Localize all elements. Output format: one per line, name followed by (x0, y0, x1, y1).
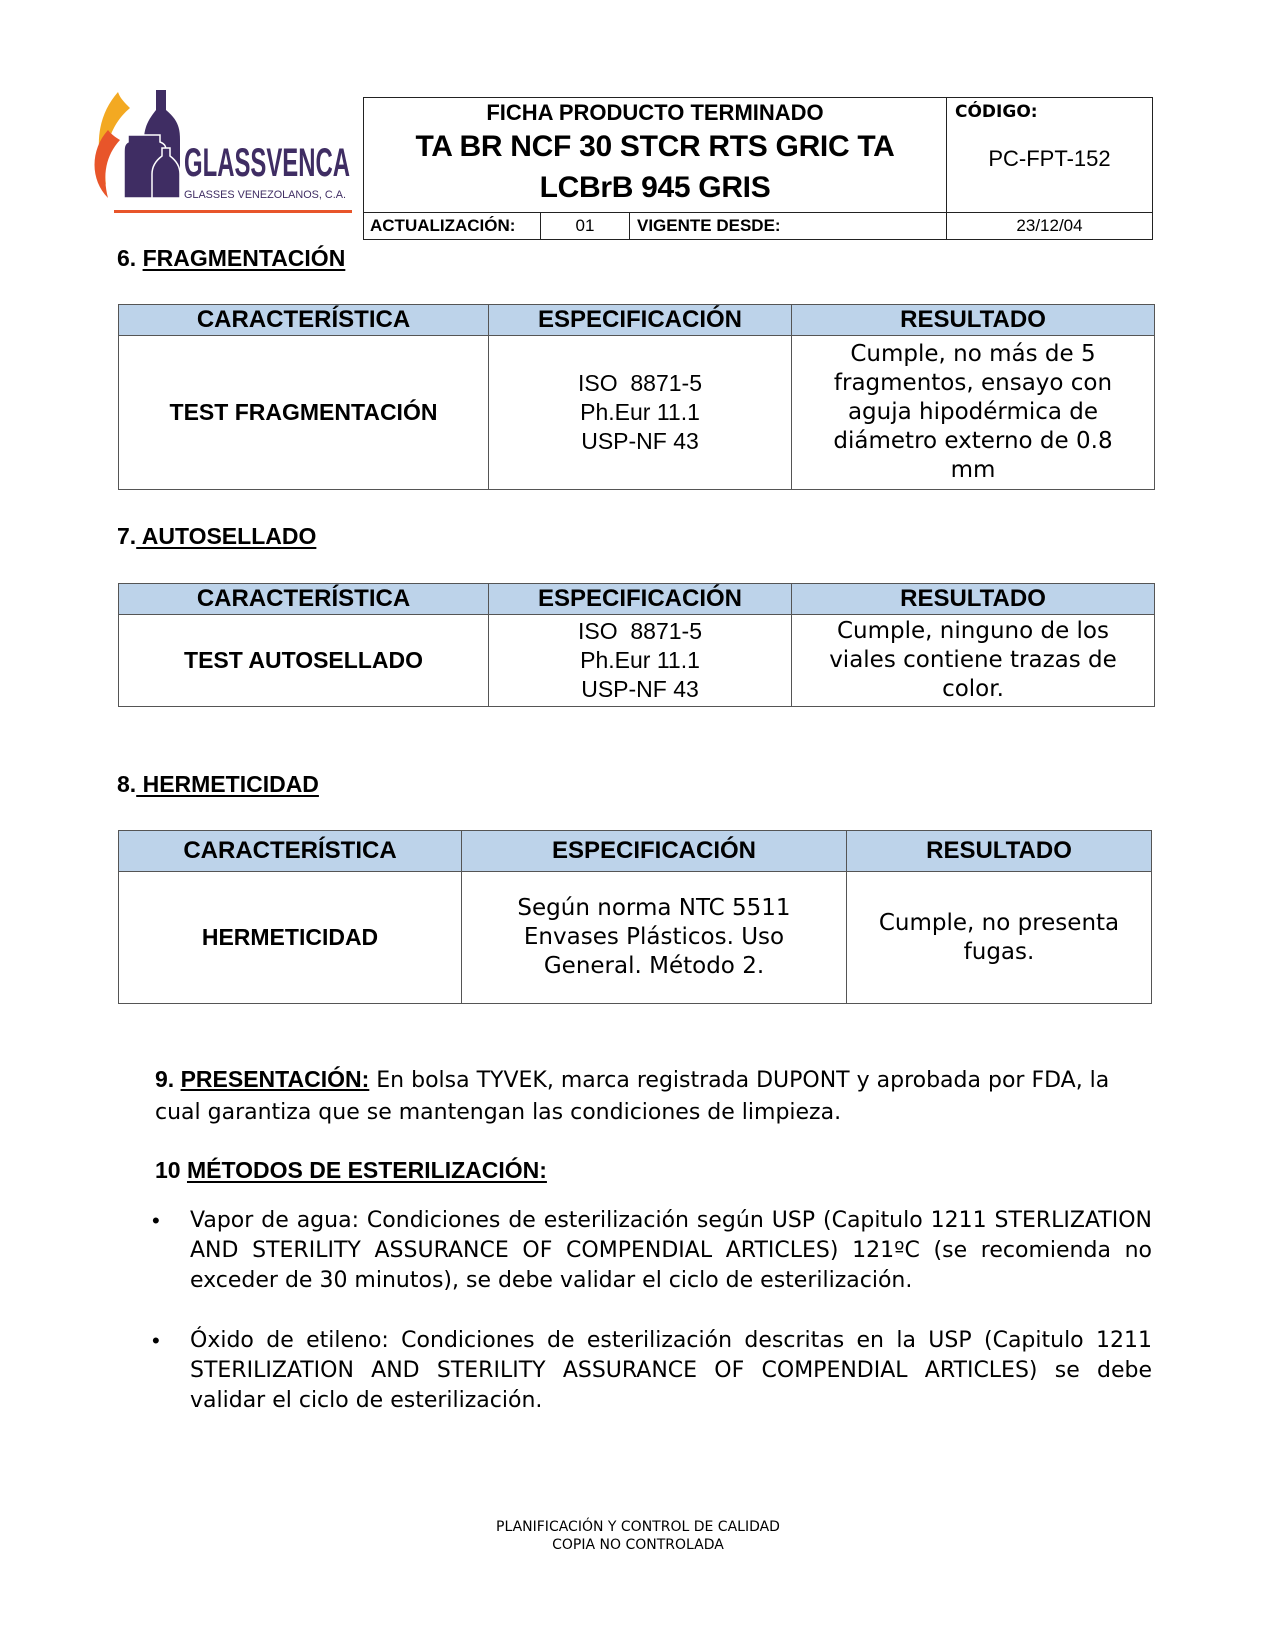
resultado-cell: Cumple, no presenta fugas. (847, 872, 1152, 1004)
spec-line: USP-NF 43 (581, 676, 699, 702)
char-prefix: TEST (184, 647, 243, 673)
list-item (152, 1206, 1152, 1296)
autosellado-table (118, 583, 1155, 707)
table-header-row (119, 584, 1155, 615)
valid-value: 23/12/04 (1016, 216, 1083, 235)
code-label: CÓDIGO: (955, 102, 1038, 122)
code-box (947, 98, 1152, 212)
col-especificacion: ESPECIFICACIÓN (489, 584, 792, 615)
resultado-cell: Cumple, ninguno de los viales contiene trazas de color. (792, 615, 1155, 707)
hermeticidad-table (118, 830, 1152, 1004)
table-header-row (119, 831, 1152, 872)
bullet-text: Óxido de etileno: Condiciones de esterilización descritas en la USP (Capitulo 1211 STERILIZATION AND STERILITY ASSURANCE OF COMPENDIAL ARTICLES) se debe validar el ciclo de esterilización. (190, 1328, 1152, 1413)
section-10-heading (155, 1156, 547, 1184)
valid-label: VIGENTE DESDE: (630, 213, 947, 239)
section-title: MÉTODOS DE ESTERILIZACIÓN: (186, 1157, 547, 1183)
document-header (363, 97, 1153, 240)
section-number: 8. (117, 771, 137, 797)
title-box (364, 98, 947, 212)
especificacion-cell (489, 615, 792, 707)
section-6-heading (117, 244, 345, 272)
section-title: HERMETICIDAD (136, 771, 319, 797)
section-title: FRAGMENTACIÓN (142, 245, 346, 271)
caracteristica-cell (119, 615, 489, 707)
glassvenca-logo (88, 90, 353, 220)
bullet-icon: • (152, 1328, 160, 1353)
spec-line: ISO 8871-5 (577, 370, 703, 396)
section-number: 7. (117, 523, 137, 549)
col-caracteristica: CARACTERÍSTICA (119, 831, 462, 872)
especificacion-cell (489, 336, 792, 490)
product-name-line2: LCBrB 945 GRIS (539, 171, 771, 204)
table-row (119, 615, 1155, 707)
update-label: ACTUALIZACIÓN: (364, 213, 541, 239)
spec-line: Ph.Eur 11.1 (580, 399, 700, 425)
col-resultado: RESULTADO (847, 831, 1152, 872)
spec-line: USP-NF 43 (581, 428, 699, 454)
table-row (119, 336, 1155, 490)
section-number: 9. (155, 1066, 175, 1092)
product-name-line1: TA BR NCF 30 STCR RTS GRIC TA (415, 130, 895, 163)
footer-line1: PLANIFICACIÓN Y CONTROL DE CALIDAD (496, 1519, 780, 1535)
col-especificacion: ESPECIFICACIÓN (489, 305, 792, 336)
char-prefix: TEST (169, 399, 229, 425)
code-value: PC-FPT-152 (988, 146, 1111, 171)
presentacion-text: En bolsa TYVEK, marca registrada DUPONT y aprobada por FDA, la cual garantiza que se mantengan las condiciones de limpieza. (155, 1068, 1110, 1125)
caracteristica-cell (119, 336, 489, 490)
table-header-row (119, 305, 1155, 336)
header-bottom-row (364, 212, 1152, 239)
footer (0, 1518, 1276, 1554)
col-caracteristica: CARACTERÍSTICA (119, 305, 489, 336)
col-caracteristica: CARACTERÍSTICA (119, 584, 489, 615)
bullet-text: Vapor de agua: Condiciones de esterilización según USP (Capitulo 1211 STERLIZATION AND STERILITY ASSURANCE OF COMPENDIAL ARTICLES) 121ºC (se recomienda no exceder de 30 minutos), se debe validar el ciclo de esterilización. (190, 1208, 1152, 1293)
col-resultado: RESULTADO (792, 584, 1155, 615)
list-item (152, 1326, 1152, 1416)
logo-tagline: GLASSES VENEZOLANOS, C.A. (184, 189, 346, 201)
resultado-cell: Cumple, no más de 5 fragmentos, ensayo con aguja hipodérmica de diámetro externo de 0.8 mm (792, 336, 1155, 490)
caracteristica-cell: HERMETICIDAD (119, 872, 462, 1004)
section-title: PRESENTACIÓN: (180, 1066, 370, 1092)
spec-line: ISO 8871-5 (577, 618, 703, 644)
col-resultado: RESULTADO (792, 305, 1155, 336)
footer-line2: COPIA NO CONTROLADA (552, 1537, 724, 1553)
especificacion-cell: Según norma NTC 5511 Envases Plásticos. Uso General. Método 2. (462, 872, 847, 1004)
section-8-heading (117, 770, 319, 798)
logo-underline (114, 210, 352, 213)
char-main: AUTOSELLADO (248, 647, 423, 673)
section-9-presentacion (155, 1064, 1155, 1128)
flame-orange-icon (95, 130, 121, 198)
update-value: 01 (541, 213, 630, 239)
logo-brand: GLASSVENCA (184, 141, 350, 185)
col-especificacion: ESPECIFICACIÓN (462, 831, 847, 872)
section-title: AUTOSELLADO (136, 523, 317, 549)
char-main: FRAGMENTACIÓN (234, 399, 438, 425)
section-7-heading (117, 522, 316, 550)
table-row (119, 872, 1152, 1004)
section-number: 10 (155, 1157, 181, 1183)
bullet-icon: • (152, 1208, 160, 1233)
sterilization-list (152, 1206, 1152, 1446)
section-number: 6. (117, 245, 137, 271)
doc-type: FICHA PRODUCTO TERMINADO (486, 100, 824, 125)
fragmentacion-table (118, 304, 1155, 490)
spec-line: Ph.Eur 11.1 (580, 647, 700, 673)
